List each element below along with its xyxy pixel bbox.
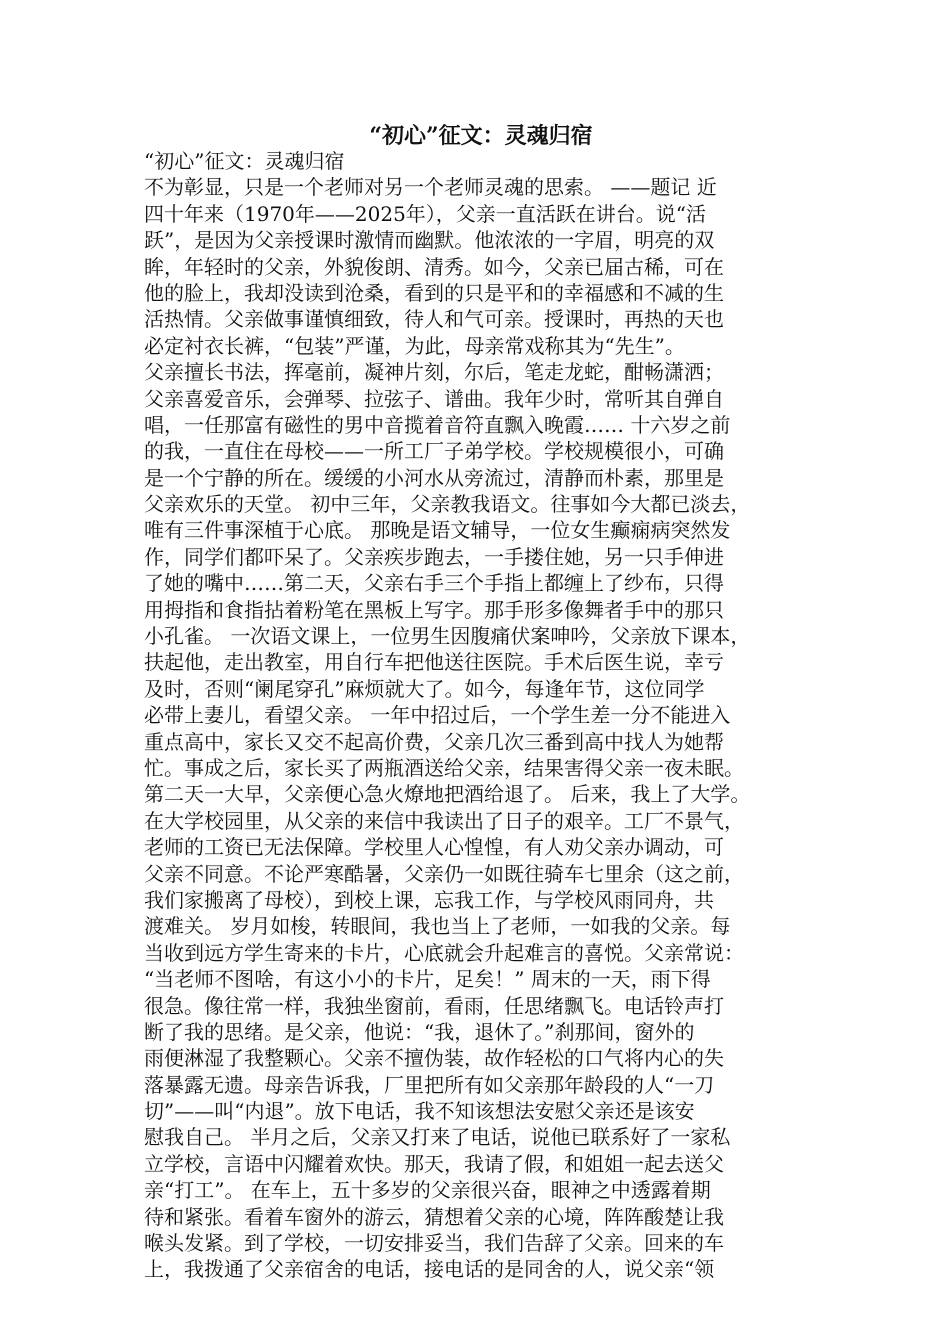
text-line: 喉头发紧。到了学校，一切安排妥当，我们告辞了父亲。回来的车 [144,1231,724,1256]
text-line: 父亲擅长书法，挥毫前，凝神片刻，尔后，笔走龙蛇，酣畅潇洒； [144,360,724,385]
text-line: 雨便淋湿了我整颗心。父亲不擅伪装，故作轻松的口气将内心的失 [144,1046,724,1071]
text-line: 及时，否则“阑尾穿孔”麻烦就大了。如今，每逢年节，这位同学 [144,676,705,701]
text-line: 当收到远方学生寄来的卡片，心底就会升起难言的喜悦。父亲常说： [144,940,744,965]
text-line: 老师的工资已无法保障。学校里人心惶惶，有人劝父亲办调动，可 [144,835,724,860]
text-line: 必定衬衣长裤，“包装”严谨，为此，母亲常戏称其为“先生”。 [144,333,685,358]
text-line: 的我，一直住在母校——一所工厂子弟学校。学校规模很小，可确 [144,439,724,464]
document-body [144,148,824,1283]
document-title: “初心”征文：灵魂归宿 [369,123,593,149]
text-line: 跃”，是因为父亲授课时激情而幽默。他浓浓的一字眉，明亮的双 [144,228,715,253]
text-line: 忙。事成之后，家长买了两瓶酒送给父亲，结果害得父亲一夜未眠。 [144,755,744,780]
text-line: 作，同学们都吓呆了。父亲疾步跑去，一手搂住她，另一只手伸进 [144,544,724,569]
text-line: 父亲喜爱音乐，会弹琴、拉弦子、谱曲。我年少时，常听其自弹自 [144,386,724,411]
text-line: 用拇指和食指拈着粉笔在黑板上写字。那手形多像舞者手中的那只 [144,597,724,622]
text-line: 扶起他，走出教室，用自行车把他送往医院。手术后医生说，幸亏 [144,650,724,675]
text-line: 不为彰显，只是一个老师对另一个老师灵魂的思索。 ——题记 近 [144,175,717,200]
text-line: “初心”征文：灵魂归宿 [144,149,345,173]
text-line: 活热情。父亲做事谨慎细致，待人和气可亲。授课时，再热的天也 [144,307,724,332]
text-line: 亲“打工”。 在车上，五十多岁的父亲很兴奋，眼神之中透露着期 [144,1178,711,1203]
text-line: 四十年来（1970年——2025年），父亲一直活跃在讲台。说“活 [144,201,707,226]
text-line: 上，我拨通了父亲宿舍的电话，接电话的是同舍的人，说父亲“领 [144,1257,715,1282]
text-line: 重点高中，家长又交不起高价费，父亲几次三番到高中找人为她帮 [144,729,724,754]
text-line: 慰我自己。 半月之后，父亲又打来了电话，说他已联系好了一家私 [144,1125,731,1150]
text-line: 父亲欢乐的天堂。 初中三年，父亲教我语文。往事如今大都已淡去， [144,492,751,517]
text-line: 了她的嘴中……第二天，父亲右手三个手指上都缠上了纱布，只得 [144,571,724,596]
text-line: 眸，年轻时的父亲，外貌俊朗、清秀。如今，父亲已届古稀，可在 [144,254,724,279]
text-line: 必带上妻儿，看望父亲。 一年中招过后，一个学生差一分不能进入 [144,703,731,728]
text-line: 小孔雀。 一次语文课上，一位男生因腹痛伏案呻吟，父亲放下课本， [144,624,751,649]
text-line: 在大学校园里，从父亲的来信中我读出了日子的艰辛。工厂不景气， [144,808,744,833]
text-line: 唱，一任那富有磁性的男中音揽着音符直飘入晚霞…… 十六岁之前 [144,412,731,437]
text-line: 断了我的思绪。是父亲，他说：“我，退休了。”刹那间，窗外的 [144,1019,695,1044]
text-line: 我们家搬离了母校），到校上课，忘我工作，与学校风雨同舟，共 [144,887,714,912]
text-line: “当老师不图啥，有这小小的卡片，足矣！” 周末的一天，雨下得 [144,967,711,992]
text-line: 立学校，言语中闪耀着欢快。那天，我请了假，和姐姐一起去送父 [144,1151,724,1176]
text-line: 切”——叫“内退”。放下电话，我不知该想法安慰父亲还是该安 [144,1099,695,1124]
text-line: 很急。像往常一样，我独坐窗前，看雨，任思绪飘飞。电话铃声打 [144,993,724,1018]
text-line: 唯有三件事深植于心底。 那晚是语文辅导，一位女生癫痫病突然发 [144,518,731,543]
text-line: 第二天一大早，父亲便心急火燎地把酒给退了。 后来，我上了大学。 [144,782,751,807]
text-line: 渡难关。 岁月如梭，转眼间，我也当上了老师，一如我的父亲。每 [144,914,731,939]
text-line: 父亲不同意。不论严寒酷暑，父亲仍一如既往骑车七里余（这之前， [144,861,744,886]
text-line: 待和紧张。看着车窗外的游云，猜想着父亲的心境，阵阵酸楚让我 [144,1204,724,1229]
text-line: 落暴露无遗。母亲告诉我，厂里把所有如父亲那年龄段的人“一刀 [144,1072,715,1097]
text-line: 是一个宁静的所在。缓缓的小河水从旁流过，清静而朴素，那里是 [144,465,724,490]
text-line: 他的脸上，我却没读到沧桑，看到的只是平和的幸福感和不减的生 [144,280,724,305]
